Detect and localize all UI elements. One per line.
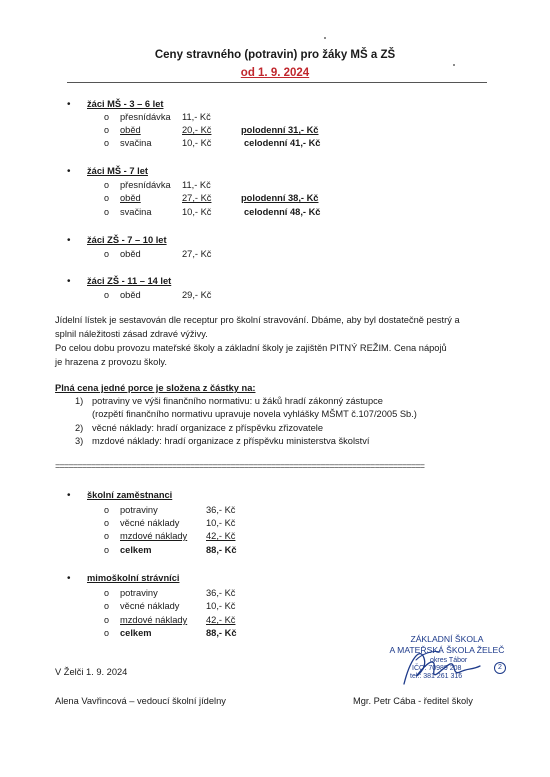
item-name: svačina bbox=[120, 207, 152, 217]
list-number: 1) bbox=[75, 396, 84, 406]
circle-bullet-icon: o bbox=[104, 112, 110, 122]
item-price: 11,- Kč bbox=[182, 112, 211, 122]
document-title: Ceny stravného (potravin) pro žáky MŠ a ZŠ bbox=[154, 49, 396, 61]
circle-bullet-icon: o bbox=[104, 125, 110, 135]
circle-bullet-icon: o bbox=[104, 531, 110, 541]
cost-price: 42,- Kč bbox=[206, 531, 236, 541]
item-name: oběd bbox=[120, 290, 141, 300]
item-name: oběd bbox=[120, 125, 141, 135]
cost-name: potraviny bbox=[120, 588, 158, 598]
cost-total-label: celkem bbox=[120, 545, 152, 555]
stamp-line: tel.: 381 261 316 bbox=[410, 673, 463, 680]
circle-bullet-icon: o bbox=[104, 249, 110, 259]
effective-date: od 1. 9. 2024 bbox=[240, 67, 310, 79]
list-number: 3) bbox=[75, 436, 84, 446]
menu-note-line: Jídelní lístek je sestavován dle receptur pro školní stravování. Dbáme, aby byl dostatečně pestrý a bbox=[55, 315, 460, 325]
bullet-icon: • bbox=[67, 573, 71, 584]
handwritten-signature-icon bbox=[398, 640, 488, 692]
stamp-line: ZÁKLADNÍ ŠKOLA bbox=[410, 634, 484, 644]
item-price: 10,- Kč bbox=[182, 207, 212, 217]
cost-component-line: (rozpětí finančního normativu upravuje novela vyhlášky MŠMT č.107/2005 Sb.) bbox=[92, 409, 417, 419]
stamp-line: A MATEŘSKÁ ŠKOLA ŽELEČ bbox=[389, 645, 505, 655]
bullet-icon: • bbox=[67, 235, 71, 246]
cost-component-line: věcné náklady: hradí organizace z příspěvku zřizovatele bbox=[92, 423, 323, 433]
full-day-total: celodenní 48,- Kč bbox=[244, 207, 321, 217]
circle-bullet-icon: o bbox=[104, 138, 110, 148]
group-heading: žáci ZŠ - 7 – 10 let bbox=[87, 235, 167, 245]
header-rule bbox=[67, 82, 487, 83]
cost-name: mzdové náklady bbox=[120, 531, 188, 541]
full-price-heading: Plná cena jedné porce je složena z částky na: bbox=[55, 383, 256, 393]
cost-name: věcné náklady bbox=[120, 601, 180, 611]
cost-total-price: 88,- Kč bbox=[206, 628, 237, 638]
circle-bullet-icon: o bbox=[104, 615, 110, 625]
place-date: V Želči 1. 9. 2024 bbox=[55, 667, 128, 677]
item-price: 10,- Kč bbox=[182, 138, 212, 148]
group-heading: žáci MŠ - 7 let bbox=[87, 166, 148, 176]
circle-bullet-icon: o bbox=[104, 628, 110, 638]
signature-right: Mgr. Petr Cába - ředitel školy bbox=[353, 696, 473, 706]
group-heading: žáci ZŠ - 11 – 14 let bbox=[87, 276, 172, 286]
cost-component-line: mzdové náklady: hradí organizace z příspěvku ministerstva školství bbox=[92, 436, 370, 446]
cost-price: 36,- Kč bbox=[206, 588, 236, 598]
item-name: přesnídávka bbox=[120, 112, 171, 122]
external-heading: mimoškolní strávníci bbox=[87, 573, 180, 583]
scan-dot bbox=[453, 64, 455, 66]
half-day-total: polodenní 31,- Kč bbox=[241, 125, 319, 135]
full-day-total: celodenní 41,- Kč bbox=[244, 138, 321, 148]
item-name: svačina bbox=[120, 138, 152, 148]
cost-total-price: 88,- Kč bbox=[206, 545, 237, 555]
item-price: 27,- Kč bbox=[182, 193, 212, 203]
circle-bullet-icon: o bbox=[104, 601, 110, 611]
bullet-icon: • bbox=[67, 99, 71, 110]
circle-bullet-icon: o bbox=[104, 518, 110, 528]
stamp-line: IČO: 70989 208 bbox=[412, 665, 462, 672]
drink-note-line: Po celou dobu provozu mateřské školy a základní školy je zajištěn PITNÝ REŽIM. Cena nápojů bbox=[55, 343, 447, 353]
scan-dot bbox=[324, 37, 326, 39]
list-number: 2) bbox=[75, 423, 84, 433]
stamp-number-icon: 2 bbox=[494, 662, 506, 674]
half-day-total: polodenní 38,- Kč bbox=[241, 193, 319, 203]
cost-component-line: potraviny ve výši finančního normativu: u žáků hradí zákonný zástupce bbox=[92, 396, 383, 406]
cost-name: věcné náklady bbox=[120, 518, 180, 528]
item-price: 29,- Kč bbox=[182, 290, 212, 300]
item-name: oběd bbox=[120, 193, 141, 203]
staff-heading: školní zaměstnanci bbox=[87, 490, 173, 500]
circle-bullet-icon: o bbox=[104, 290, 110, 300]
stamp-line: okres Tábor bbox=[430, 657, 468, 664]
item-price: 27,- Kč bbox=[182, 249, 212, 259]
circle-bullet-icon: o bbox=[104, 545, 110, 555]
circle-bullet-icon: o bbox=[104, 180, 110, 190]
cost-price: 10,- Kč bbox=[206, 601, 236, 611]
cost-price: 36,- Kč bbox=[206, 505, 236, 515]
bullet-icon: • bbox=[67, 166, 71, 177]
circle-bullet-icon: o bbox=[104, 588, 110, 598]
cost-name: mzdové náklady bbox=[120, 615, 188, 625]
circle-bullet-icon: o bbox=[104, 505, 110, 515]
cost-price: 42,- Kč bbox=[206, 615, 236, 625]
cost-total-label: celkem bbox=[120, 628, 152, 638]
item-name: přesnídávka bbox=[120, 180, 171, 190]
cost-name: potraviny bbox=[120, 505, 158, 515]
bullet-icon: • bbox=[67, 490, 71, 501]
group-heading: žáci MŠ - 3 – 6 let bbox=[87, 99, 164, 109]
drink-note-line: je hrazena z provozu školy. bbox=[55, 357, 167, 367]
section-separator: ================================================================================== bbox=[55, 463, 425, 472]
circle-bullet-icon: o bbox=[104, 207, 110, 217]
cost-price: 10,- Kč bbox=[206, 518, 236, 528]
menu-note-line: splnil náležitosti zásad zdravé výživy. bbox=[55, 329, 208, 339]
item-name: oběd bbox=[120, 249, 141, 259]
item-price: 11,- Kč bbox=[182, 180, 211, 190]
bullet-icon: • bbox=[67, 276, 71, 287]
item-price: 20,- Kč bbox=[182, 125, 212, 135]
circle-bullet-icon: o bbox=[104, 193, 110, 203]
signature-left: Alena Vavřincová – vedoucí školní jídelny bbox=[55, 696, 226, 706]
